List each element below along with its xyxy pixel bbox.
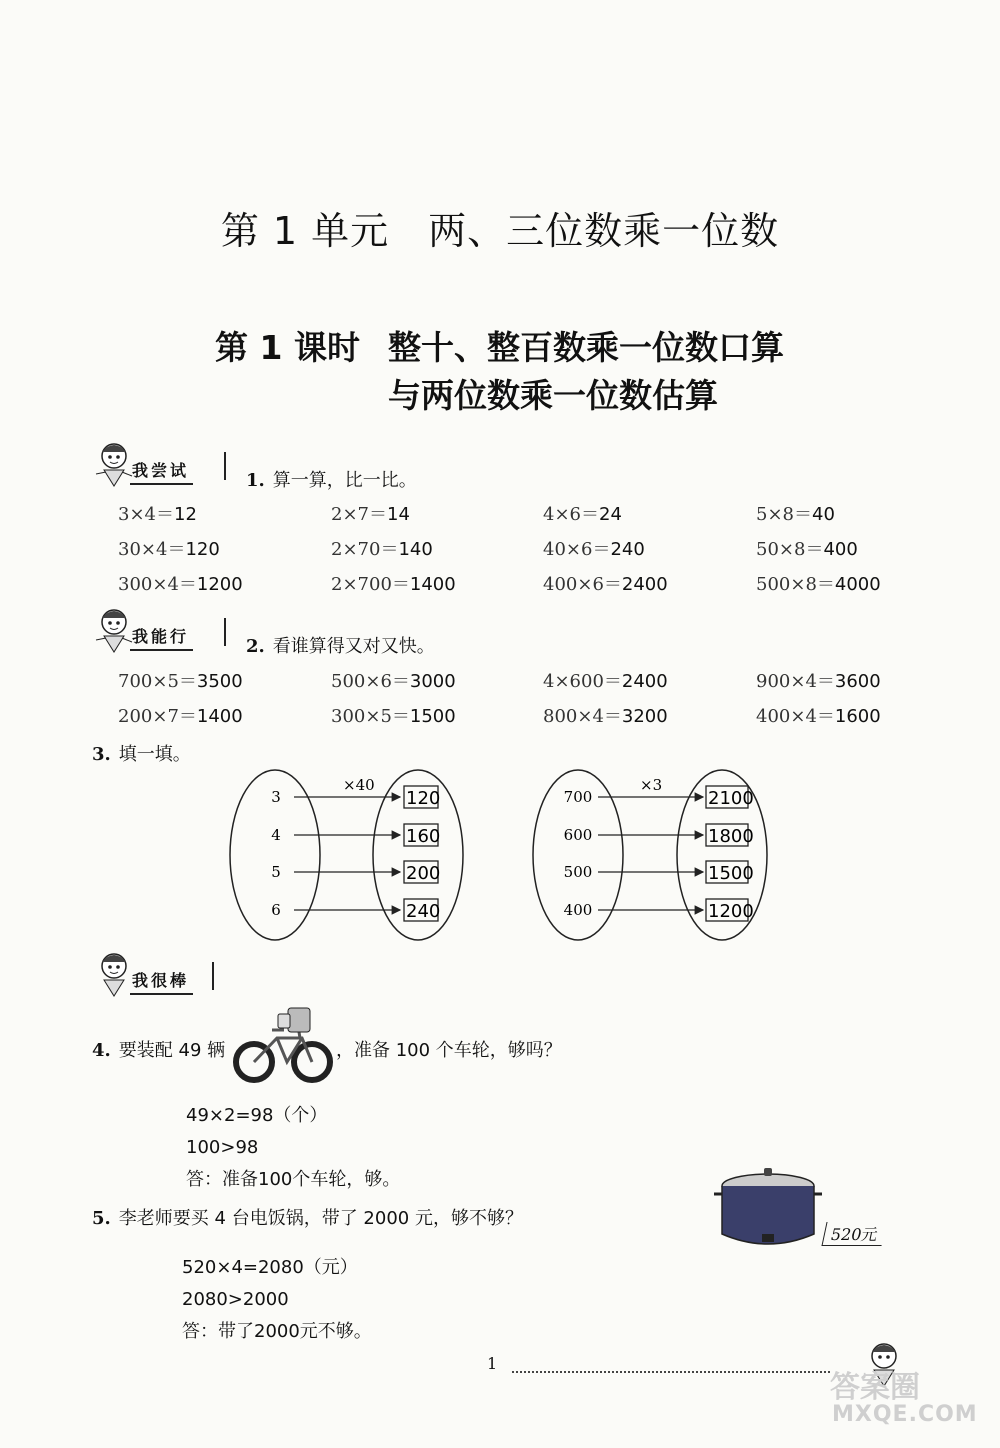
- equation-answer: 4000: [834, 574, 881, 595]
- equation-answer: 140: [398, 539, 433, 560]
- equation-expression: 2×700＝: [331, 574, 410, 595]
- q4-answer: [186, 1100, 400, 1196]
- equation-answer: 12: [174, 504, 197, 525]
- equation-answer: 2400: [621, 671, 668, 692]
- equation-answer: 1200: [196, 574, 243, 595]
- lesson-title-line2: 与两位数乘一位数估算: [388, 376, 718, 415]
- equation-answer: 1400: [409, 574, 456, 595]
- q5-text: 李老师要买 4 台电饭锅，带了 2000 元，够不够？: [118, 1208, 523, 1229]
- equation-expression: 4×600＝: [543, 671, 622, 692]
- equation-expression: 500×8＝: [756, 574, 835, 595]
- equation-expression: 4×6＝: [543, 504, 599, 525]
- mapping-input: 3: [271, 788, 281, 806]
- equation-answer: 1500: [409, 706, 456, 727]
- equation-expression: 3×4＝: [118, 504, 174, 525]
- mapping-output: 1200: [708, 901, 754, 922]
- mapping-output: 120: [406, 788, 441, 809]
- q5-answer-line: 2080>2000: [182, 1289, 289, 1310]
- equation-answer: 14: [387, 504, 410, 525]
- equation-expression: 200×7＝: [118, 706, 197, 727]
- mapping-input: 400: [563, 901, 593, 919]
- mapping-diagram-1: [230, 770, 463, 940]
- map1-operator: ×40: [343, 776, 375, 794]
- equation-answer: 1400: [196, 706, 243, 727]
- footer-dotted-line: [512, 1371, 830, 1373]
- q4-text-after: ，准备 100 个车轮，够吗？: [336, 1040, 562, 1061]
- equation-expression: 400×6＝: [543, 574, 622, 595]
- mapping-input: 6: [271, 901, 281, 919]
- q3-text: 填一填。: [118, 744, 191, 765]
- mapping-output: 160: [406, 826, 441, 847]
- lesson-label: 第 1 课时: [215, 328, 360, 367]
- map2-operator: ×3: [640, 776, 663, 794]
- q4-answer-line: 100>98: [186, 1137, 259, 1158]
- q4-answer-line: 49×2=98（个）: [186, 1105, 328, 1126]
- q3-number: 3.: [92, 744, 111, 765]
- equation-expression: 5×8＝: [756, 504, 812, 525]
- bicycle-icon: [232, 1000, 336, 1084]
- rice-cooker-icon: [712, 1164, 824, 1256]
- mapping-output: 2100: [708, 788, 754, 809]
- mapping-input: 4: [271, 826, 281, 844]
- unit-title: 第 1 单元 两、三位数乘一位数: [220, 209, 780, 253]
- section-divider: [212, 962, 214, 990]
- mapping-input: 600: [563, 826, 593, 844]
- equation-answer: 240: [610, 539, 645, 560]
- mapping-diagram-2: [533, 770, 767, 940]
- mapping-output: 240: [406, 901, 441, 922]
- q1-text: 算一算，比一比。: [272, 470, 417, 491]
- mapping-input: 500: [563, 863, 593, 881]
- mapping-output: 200: [406, 863, 441, 884]
- q4-number: 4.: [92, 1040, 111, 1061]
- lesson-title-line1: 整十、整百数乘一位数口算: [388, 328, 784, 367]
- watermark-url: MXQE.COM: [832, 1402, 978, 1427]
- equation-expression: 500×6＝: [331, 671, 410, 692]
- mapping-input: 5: [271, 863, 281, 881]
- q5-answer: [182, 1252, 372, 1348]
- section-try-label: 我尝试: [130, 458, 193, 485]
- q1-number: 1.: [246, 470, 265, 491]
- equation-answer: 120: [185, 539, 220, 560]
- equation-expression: 50×8＝: [756, 539, 824, 560]
- equation-expression: 2×7＝: [331, 504, 387, 525]
- equation-answer: 2400: [621, 574, 668, 595]
- equation-expression: 700×5＝: [118, 671, 197, 692]
- equation-answer: 40: [812, 504, 835, 525]
- q5-prompt: [92, 1204, 523, 1230]
- section-can-label: 我能行: [130, 624, 193, 651]
- equation-answer: 3200: [621, 706, 668, 727]
- page-number: 1: [487, 1354, 498, 1373]
- q2-number: 2.: [246, 636, 265, 657]
- mapping-input: 700: [563, 788, 593, 806]
- q4-text-before: 要装配 49 辆: [118, 1040, 226, 1061]
- q5-answer-line: 答：带了2000元不够。: [182, 1321, 372, 1342]
- equation-expression: 900×4＝: [756, 671, 835, 692]
- watermark-logo: 答案圈: [830, 1370, 920, 1405]
- equation-expression: 40×6＝: [543, 539, 611, 560]
- equation-answer: 3600: [834, 671, 881, 692]
- equation-answer: 400: [823, 539, 858, 560]
- q5-number: 5.: [92, 1208, 111, 1229]
- mapping-output: 1800: [708, 826, 754, 847]
- equation-answer: 3500: [196, 671, 243, 692]
- equation-answer: 3000: [409, 671, 456, 692]
- equation-expression: 300×5＝: [331, 706, 410, 727]
- price-tag: 520元: [821, 1222, 886, 1246]
- q5-answer-line: 520×4=2080（元）: [182, 1257, 358, 1278]
- section-great: [92, 958, 232, 998]
- equation-expression: 800×4＝: [543, 706, 622, 727]
- equation-answer: 1600: [834, 706, 881, 727]
- equation-expression: 300×4＝: [118, 574, 197, 595]
- equation-expression: 30×4＝: [118, 539, 186, 560]
- q2-text: 看谁算得又对又快。: [272, 636, 435, 657]
- mapping-output: 1500: [708, 863, 754, 884]
- equation-expression: 2×70＝: [331, 539, 399, 560]
- equation-answer: 24: [599, 504, 622, 525]
- q4-answer-line: 答：准备100个车轮，够。: [186, 1169, 401, 1190]
- q4-prompt: [92, 1036, 225, 1062]
- equation-expression: 400×4＝: [756, 706, 835, 727]
- section-great-label: 我很棒: [130, 968, 193, 995]
